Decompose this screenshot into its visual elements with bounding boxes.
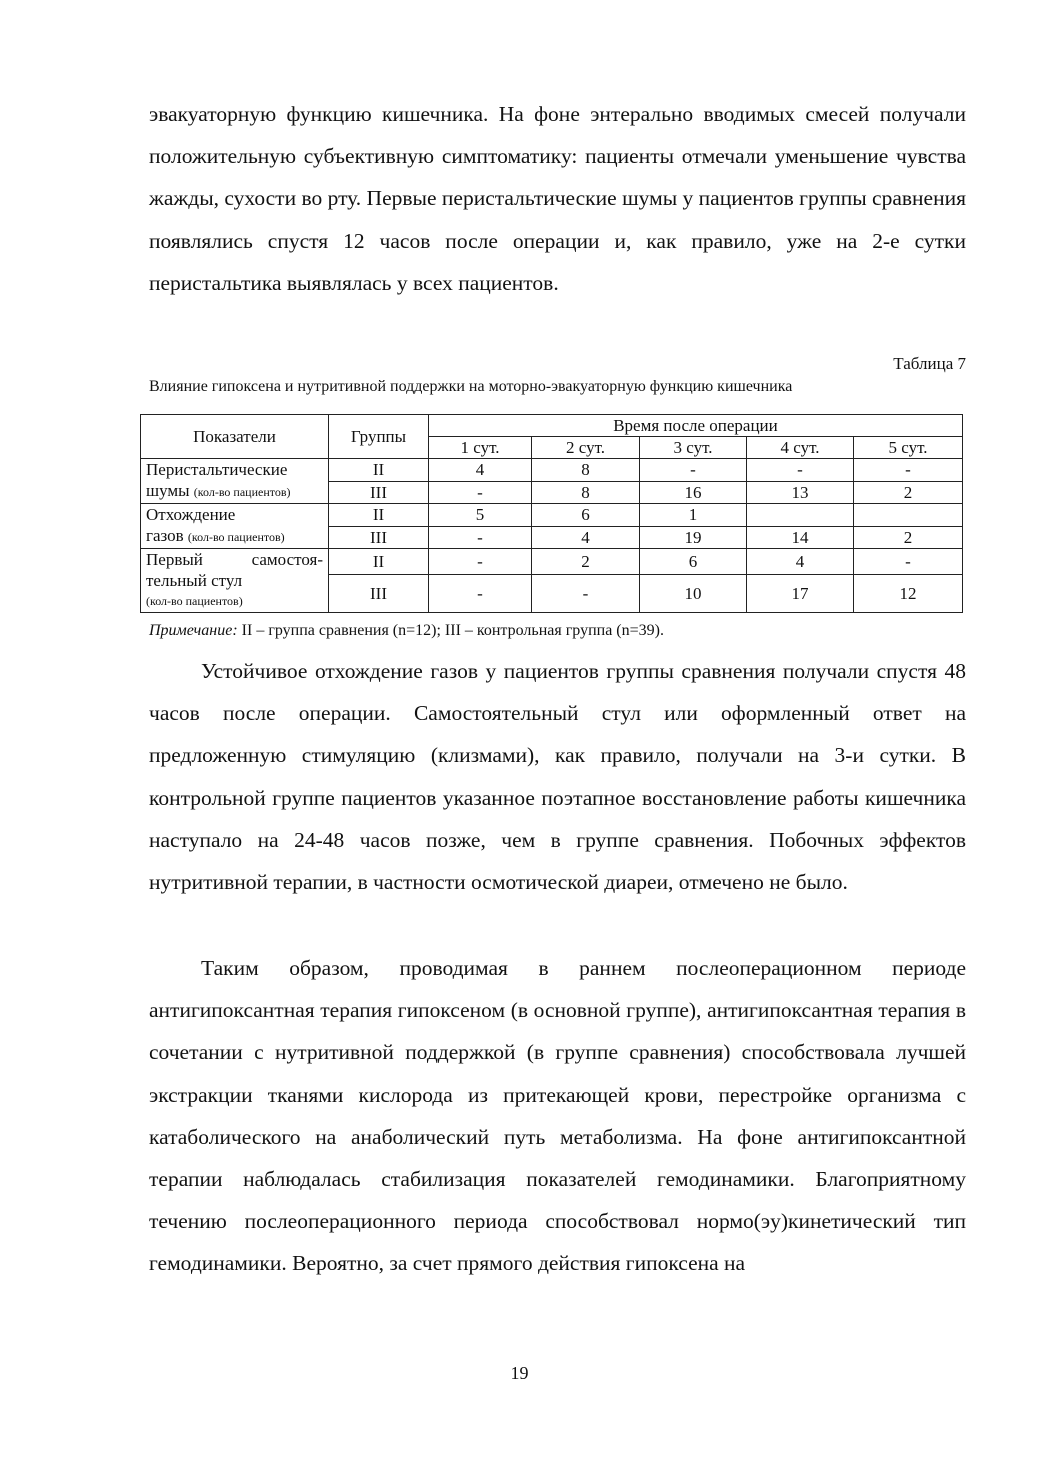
header-day: 1 сут.: [429, 437, 532, 459]
group-cell: III: [329, 575, 429, 613]
header-day: 2 сут.: [532, 437, 640, 459]
table-note: [149, 621, 664, 641]
value-cell: -: [854, 459, 963, 482]
value-cell: 14: [747, 526, 854, 549]
table-header-row: [141, 415, 963, 437]
value-cell: 1: [640, 504, 747, 527]
value-cell: 5: [429, 504, 532, 527]
value-cell: [854, 504, 963, 527]
value-cell: 17: [747, 575, 854, 613]
value-cell: [747, 504, 854, 527]
row-label: [141, 504, 329, 549]
value-cell: 8: [532, 481, 640, 504]
table-row: [141, 504, 963, 527]
note-text: II – группа сравнения (n=12); III – контрольная группа (n=39).: [237, 622, 664, 639]
row-label-line: Отхождение: [146, 505, 236, 524]
value-cell: 8: [532, 459, 640, 482]
value-cell: -: [747, 459, 854, 482]
header-indicators: Показатели: [141, 415, 329, 459]
value-cell: 2: [854, 481, 963, 504]
row-label: [141, 459, 329, 504]
row-label-note: (кол-во пациентов): [193, 485, 291, 499]
header-day: 3 сут.: [640, 437, 747, 459]
value-cell: -: [429, 526, 532, 549]
value-cell: -: [429, 575, 532, 613]
row-label-text: самостоя-: [251, 550, 323, 569]
value-cell: 4: [747, 549, 854, 575]
value-cell: -: [854, 549, 963, 575]
value-cell: 10: [640, 575, 747, 613]
page-number: 19: [510, 1363, 529, 1383]
value-cell: -: [429, 481, 532, 504]
header-day: 5 сут.: [854, 437, 963, 459]
group-cell: III: [329, 481, 429, 504]
row-label-note: (кол-во пациентов): [146, 594, 243, 608]
row-label-line: [146, 525, 323, 548]
row-label-note: (кол-во пациентов): [187, 530, 285, 544]
row-label-line: тельный стул: [146, 571, 243, 590]
value-cell: 12: [854, 575, 963, 613]
group-cell: III: [329, 526, 429, 549]
header-groups: Группы: [329, 415, 429, 459]
value-cell: -: [532, 575, 640, 613]
row-label-line: Перистальтические: [146, 460, 288, 479]
value-cell: -: [429, 549, 532, 575]
value-cell: 13: [747, 481, 854, 504]
value-cell: 6: [532, 504, 640, 527]
table-caption: Влияние гипоксена и нутритивной поддержки на моторно-эвакуаторную функцию кишечника: [149, 378, 793, 395]
note-label: Примечание:: [149, 622, 238, 639]
row-label-text: Первый: [146, 550, 203, 569]
table-number-label: Таблица 7: [893, 354, 966, 373]
value-cell: 4: [429, 459, 532, 482]
value-cell: 16: [640, 481, 747, 504]
header-day: 4 сут.: [747, 437, 854, 459]
row-label: [141, 549, 329, 613]
row-label-text: газов: [146, 526, 184, 545]
results-table: [140, 414, 963, 613]
group-cell: II: [329, 549, 429, 575]
row-label-text: шумы: [146, 481, 190, 500]
value-cell: -: [640, 459, 747, 482]
table-row: [141, 549, 963, 575]
group-cell: II: [329, 504, 429, 527]
value-cell: 4: [532, 526, 640, 549]
value-cell: 2: [854, 526, 963, 549]
value-cell: 2: [532, 549, 640, 575]
row-label-line: [146, 549, 323, 570]
value-cell: 19: [640, 526, 747, 549]
paragraph-2: Устойчивое отхождение газов у пациентов группы сравнения получали спустя 48 часов после операции. Самостоятельный стул или оформленный ответ на предложенную стимуляцию (клизмами), как правило, получали на 3-и сутки. В контрольной группе пациентов указанное поэтапное восстановление работы кишечника наступало на 24-48 часов позже, чем в группе сравнения. Побочных эффектов нутритивной терапии, в частности осмотической диареи, отмечено не было.: [149, 659, 966, 895]
table-row: [141, 459, 963, 482]
row-label-line: [146, 480, 323, 503]
value-cell: 6: [640, 549, 747, 575]
paragraph-1: эвакуаторную функцию кишечника. На фоне энтерально вводимых смесей получали положительную субъективную симптоматику: пациенты отмечали уменьшение чувства жажды, сухости во рту. Первые перистальтические шумы у пациентов группы сравнения появлялись спустя 12 часов после операции и, как правило, уже на 2-е сутки перистальтика выявлялась у всех пациентов.: [149, 102, 966, 295]
header-time: Время после операции: [429, 415, 963, 437]
paragraph-3: Таким образом, проводимая в раннем послеоперационном периоде антигипоксантная терапия гипоксеном (в основной группе), антигипоксантная терапия в сочетании с нутритивной поддержкой (в группе сравнения) способствовала лучшей экстракции тканями кислорода из притекающей крови, перестройке организма с катаболического на анаболический путь метаболизма. На фоне антигипоксантной терапии наблюдалась стабилизация показателей гемодинамики. Благоприятному течению послеоперационного периода способствовал нормо(эу)кинетический тип гемодинамики. Вероятно, за счет прямого действия гипоксена на: [149, 956, 966, 1276]
group-cell: II: [329, 459, 429, 482]
